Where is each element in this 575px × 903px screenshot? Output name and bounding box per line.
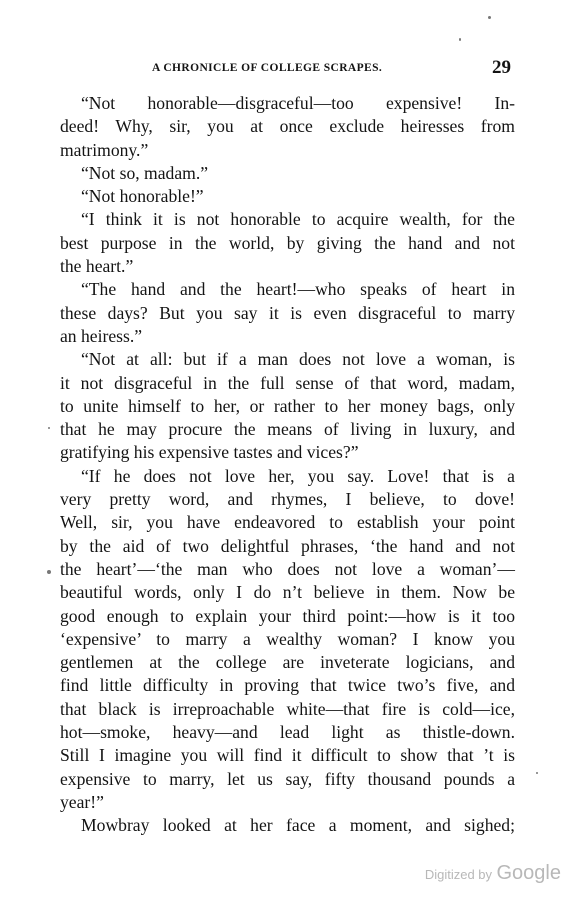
text-line: that black is irreproachable white—that fire is cold—ice, bbox=[60, 698, 515, 719]
text-line: by the aid of two delightful phrases, ‘the hand and not bbox=[60, 535, 515, 556]
text-line: the heart.” bbox=[60, 256, 134, 277]
text-line: expensive to marry, let us say, fifty thousand pounds a bbox=[60, 768, 515, 789]
text-line: “Not so, madam.” bbox=[81, 162, 209, 183]
digitized-watermark bbox=[425, 862, 561, 885]
text-line: “If he does not love her, you say. Love! that is a bbox=[81, 465, 515, 486]
text-line: an heiress.” bbox=[60, 325, 143, 346]
text-line: Well, sir, you have endeavored to establish your point bbox=[60, 512, 515, 533]
text-line: it not disgraceful in the full sense of that word, madam, bbox=[60, 372, 515, 393]
text-line: gratifying his expensive tastes and vices?” bbox=[60, 442, 359, 463]
page-number: 29 bbox=[492, 57, 511, 78]
text-line: “Not at all: but if a man does not love a woman, is bbox=[81, 349, 515, 370]
text-line: Mowbray looked at her face a moment, and sighed; bbox=[81, 815, 515, 836]
text-line: very pretty word, and rhymes, I believe, to dove! bbox=[60, 489, 515, 510]
text-line: that he may procure the means of living in luxury, and bbox=[60, 419, 515, 440]
text-line: “Not honorable!” bbox=[81, 186, 204, 207]
running-head bbox=[60, 56, 515, 84]
scan-speck bbox=[459, 38, 461, 41]
text-line: good enough to explain your third point:—how is it too bbox=[60, 605, 515, 626]
text-line: deed! Why, sir, you at once exclude heiresses from bbox=[60, 116, 515, 137]
text-line: “Not honorable—disgraceful—too expensive! In- bbox=[81, 93, 515, 113]
text-line: best purpose in the world, by giving the hand and not bbox=[60, 232, 515, 253]
text-line: find little difficulty in proving that twice two’s five, and bbox=[60, 675, 515, 696]
text-line: the heart’—‘the man who does not love a woman’— bbox=[60, 558, 515, 579]
text-line: ‘expensive’ to marry a wealthy woman? I know you bbox=[60, 628, 515, 649]
text-line: “I think it is not honorable to acquire wealth, for the bbox=[81, 209, 515, 230]
text-line: “The hand and the heart!—who speaks of heart in bbox=[81, 279, 515, 300]
text-line: matrimony.” bbox=[60, 139, 149, 160]
text-line: Still I imagine you will find it difficult to show that ’t is bbox=[60, 745, 515, 766]
running-title: A CHRONICLE OF COLLEGE SCRAPES. bbox=[152, 62, 383, 74]
text-line: hot—smoke, heavy—and lead light as thistle-down. bbox=[60, 722, 515, 743]
text-line: these days? But you say it is even disgraceful to marry bbox=[60, 302, 515, 323]
google-logo: Google bbox=[496, 862, 561, 884]
text-line: to unite himself to her, or rather to her money bags, only bbox=[60, 395, 515, 416]
scan-speck bbox=[48, 427, 50, 429]
text-line: year!” bbox=[60, 791, 104, 812]
scan-speck bbox=[536, 772, 538, 774]
body-text bbox=[60, 92, 515, 838]
watermark-prefix: Digitized by bbox=[424, 867, 493, 882]
text-line: gentlemen at the college are inveterate logicians, and bbox=[60, 652, 515, 673]
scan-speck bbox=[47, 570, 51, 574]
text-line: beautiful words, only I do n’t believe in them. Now be bbox=[60, 582, 515, 603]
scan-speck bbox=[488, 16, 491, 19]
